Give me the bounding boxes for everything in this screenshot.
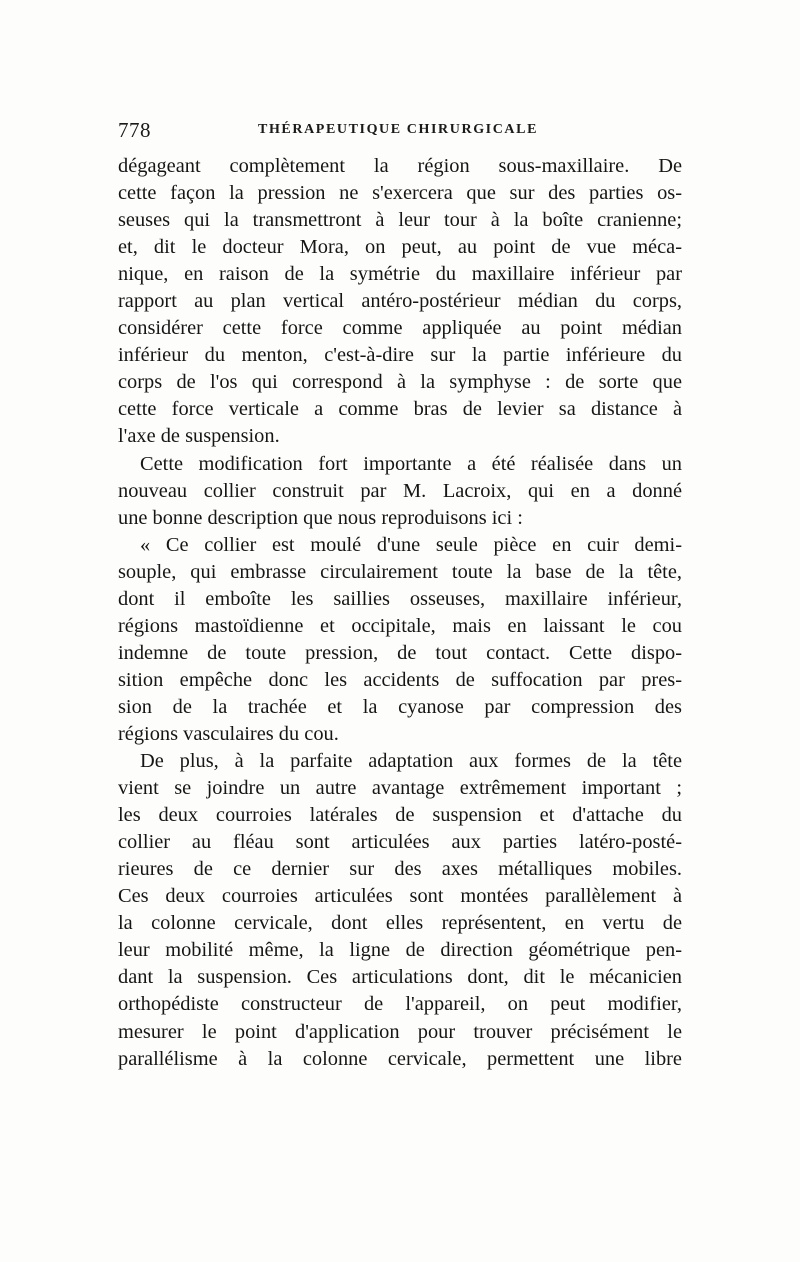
text-line: cette façon la pression ne s'exercera que sur des parties os- bbox=[118, 182, 682, 205]
text-line: mesurer le point d'application pour trouver précisément le bbox=[118, 1020, 682, 1043]
text-line: orthopédiste constructeur de l'appareil, on peut modifier, bbox=[118, 993, 682, 1016]
text-line: dont il emboîte les saillies osseuses, maxillaire inférieur, bbox=[118, 587, 682, 610]
text-line: Ces deux courroies articulées sont montées parallèlement à bbox=[118, 885, 682, 908]
text-line: souple, qui embrasse circulairement toute la base de la tête, bbox=[118, 560, 682, 583]
text-line: et, dit le docteur Mora, on peut, au point de vue méca- bbox=[118, 236, 682, 259]
text-line: la colonne cervicale, dont elles représentent, en vertu de bbox=[118, 912, 682, 935]
text-line: « Ce collier est moulé d'une seule pièce en cuir demi- bbox=[140, 533, 682, 556]
text-line: rapport au plan vertical antéro-postérieur médian du corps, bbox=[118, 290, 682, 313]
text-line: rieures de ce dernier sur des axes métalliques mobiles. bbox=[118, 858, 682, 881]
text-line: sition empêche donc les accidents de suffocation par pres- bbox=[118, 668, 682, 691]
text-line: dant la suspension. Ces articulations dont, dit le mécanicien bbox=[118, 966, 682, 989]
text-line: dégageant complètement la région sous-maxillaire. De bbox=[118, 155, 682, 177]
text-line: corps de l'os qui correspond à la symphyse : de sorte que bbox=[118, 371, 682, 394]
text-line: nouveau collier construit par M. Lacroix, qui en a donné bbox=[118, 479, 682, 502]
text-line: nique, en raison de la symétrie du maxillaire inférieur par bbox=[118, 263, 682, 286]
text-line: leur mobilité même, la ligne de direction géométrique pen- bbox=[118, 939, 682, 962]
text-line: Cette modification fort importante a été réalisée dans un bbox=[140, 452, 682, 475]
text-line: une bonne description que nous reproduisons ici : bbox=[118, 506, 523, 529]
text-line: seuses qui la transmettront à leur tour à la boîte cranienne; bbox=[118, 209, 682, 232]
text-line: indemne de toute pression, de tout contact. Cette dispo- bbox=[118, 641, 682, 664]
text-line: considérer cette force comme appliquée au point médian bbox=[118, 317, 682, 340]
text-line: cette force verticale a comme bras de levier sa distance à bbox=[118, 398, 682, 421]
text-line: l'axe de suspension. bbox=[118, 425, 280, 448]
text-line: les deux courroies latérales de suspension et d'attache du bbox=[118, 804, 682, 827]
running-title: THÉRAPEUTIQUE CHIRURGICALE bbox=[258, 122, 539, 137]
text-line: collier au fléau sont articulées aux parties latéro-posté- bbox=[118, 831, 682, 854]
body-text bbox=[118, 153, 682, 1073]
text-line: sion de la trachée et la cyanose par compression des bbox=[118, 695, 682, 718]
page-number: 778 bbox=[118, 118, 151, 142]
text-line: vient se joindre un autre avantage extrêmement important ; bbox=[118, 777, 682, 800]
text-line: régions vasculaires du cou. bbox=[118, 722, 339, 745]
text-line: De plus, à la parfaite adaptation aux formes de la tête bbox=[140, 750, 682, 773]
page-header bbox=[118, 118, 682, 148]
text-line: inférieur du menton, c'est-à-dire sur la partie inférieure du bbox=[118, 344, 682, 367]
text-line: parallélisme à la colonne cervicale, permettent une libre bbox=[118, 1047, 682, 1070]
text-line: régions mastoïdienne et occipitale, mais en laissant le cou bbox=[118, 614, 682, 637]
